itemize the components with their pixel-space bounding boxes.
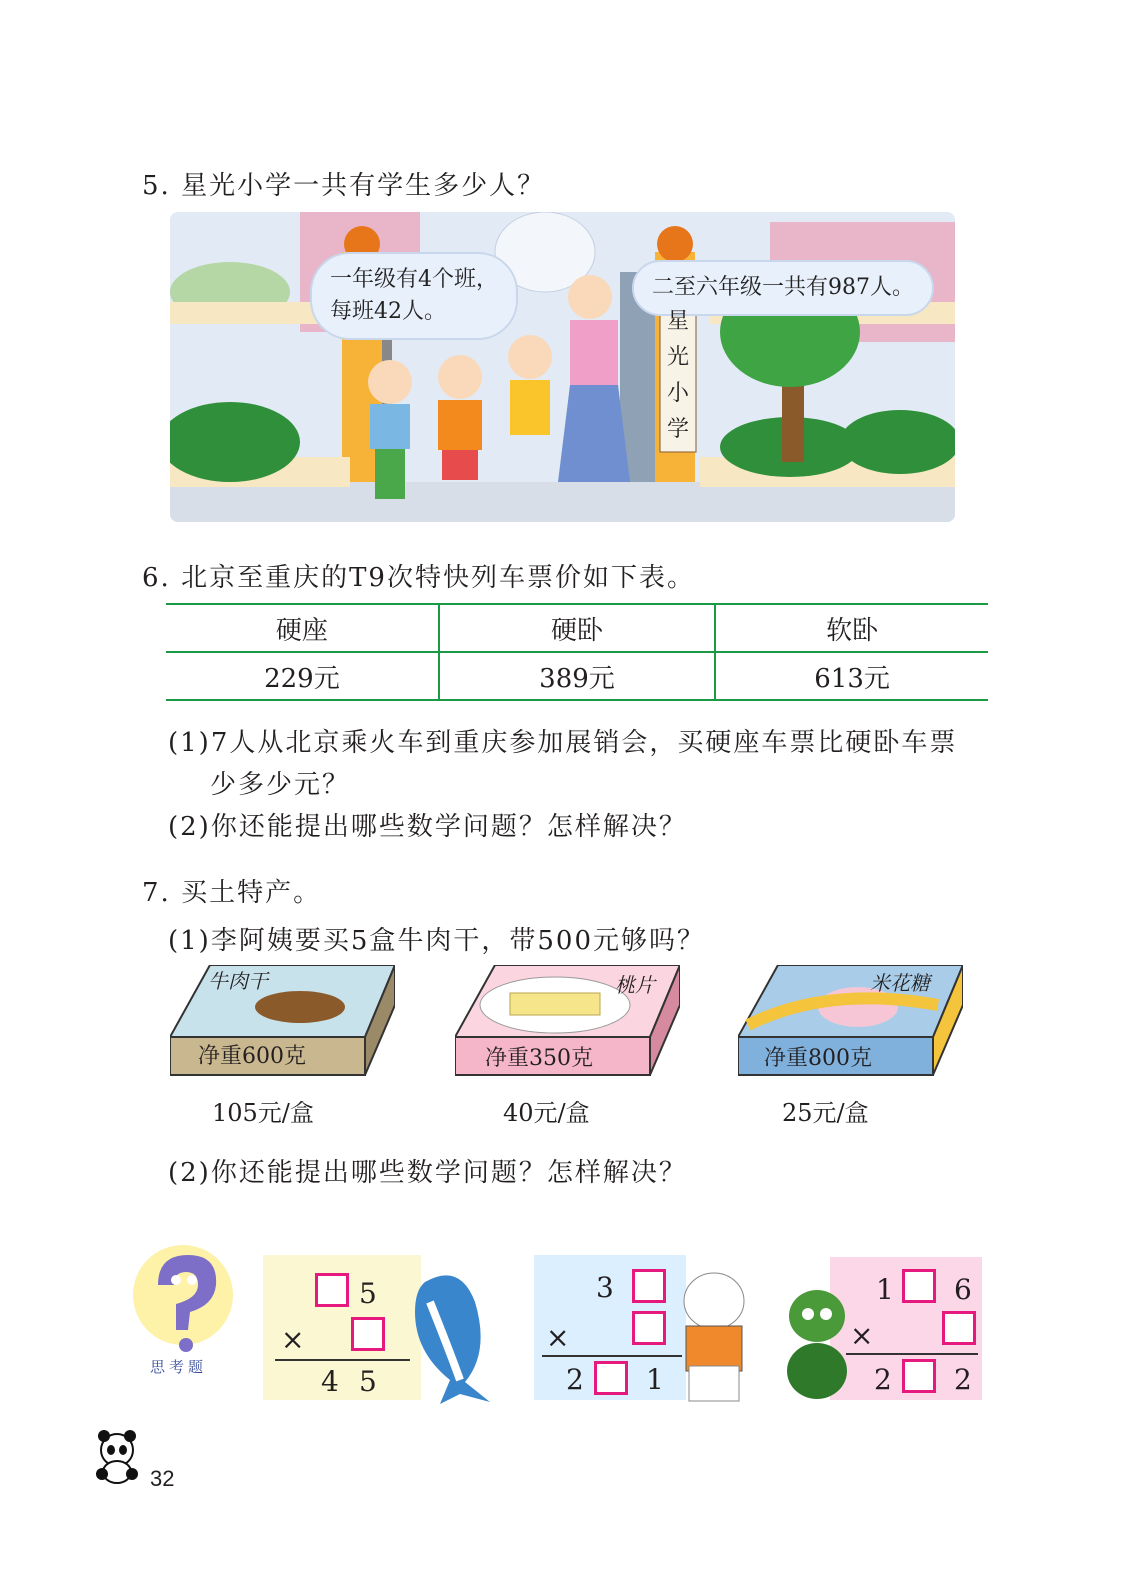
gate-sign-char: 学 — [666, 417, 689, 442]
think-label: 思考题 — [150, 1358, 208, 1376]
q5-heading: 5. 星光小学一共有学生多少人？ — [142, 171, 546, 201]
product-box-peach-slices — [455, 965, 680, 1080]
puzzle-digit: 1 — [646, 1363, 664, 1396]
product-weight: 净重800克 — [764, 1046, 872, 1071]
q7-sub2: (2)你还能提出哪些数学问题？怎样解决？ — [168, 1158, 687, 1188]
polar-bear-icon — [664, 1266, 764, 1406]
bubble-left-line1: 一年级有4个班， — [330, 267, 498, 292]
page-number: 32 — [150, 1466, 175, 1491]
puzzle-digit: 2 — [954, 1363, 972, 1396]
turtle-icon — [782, 1286, 852, 1406]
blank-box[interactable] — [632, 1269, 666, 1303]
product-price: 40元/盒 — [503, 1099, 590, 1127]
panda-icon — [92, 1430, 142, 1485]
speech-bubble-left — [310, 252, 518, 340]
puzzle-digit: 1 — [876, 1273, 894, 1306]
puzzle-3 — [830, 1257, 982, 1400]
product-price: 25元/盒 — [782, 1099, 869, 1127]
bubble-left-line2: 每班42人。 — [330, 299, 446, 324]
whale-icon — [405, 1262, 505, 1407]
puzzle-digit: 3 — [596, 1271, 614, 1304]
puzzle-digit: 2 — [566, 1363, 584, 1396]
q7-sub1: (1)李阿姨要买5盒牛肉干，带500元够吗？ — [168, 926, 705, 956]
q6-sub1-line2: 少多少元？ — [210, 770, 351, 800]
fare-table — [166, 603, 988, 701]
product-name: 牛肉干 — [208, 969, 268, 993]
blank-box[interactable] — [902, 1269, 936, 1303]
q6-sub1-line1: (1)7人从北京乘火车到重庆参加展销会，买硬座车票比硬卧车票 — [168, 728, 958, 758]
divider — [542, 1355, 682, 1357]
school-gate-illustration — [170, 212, 955, 522]
divider — [846, 1353, 978, 1355]
blank-box[interactable] — [942, 1311, 976, 1345]
gate-sign-char: 小 — [666, 381, 689, 406]
product-name: 米花糖 — [870, 971, 930, 995]
q7-heading: 7. 买土特产。 — [142, 878, 322, 908]
multiply-sign: × — [281, 1323, 305, 1356]
table-cell: 613元 — [715, 652, 988, 700]
product-weight: 净重350克 — [485, 1046, 593, 1071]
q6-heading: 6. 北京至重庆的T9次特快列车票价如下表。 — [142, 563, 695, 593]
speech-bubble-right: 二至六年级一共有987人。 — [632, 260, 934, 316]
blank-box[interactable] — [632, 1311, 666, 1345]
gate-sign-char: 光 — [666, 345, 689, 370]
blank-box[interactable] — [902, 1359, 936, 1393]
product-weight: 净重600克 — [198, 1044, 306, 1069]
product-price: 105元/盒 — [212, 1099, 314, 1127]
gate-sign — [660, 304, 696, 448]
think-mascot — [128, 1240, 238, 1380]
puzzle-digit: 5 — [359, 1277, 377, 1310]
blank-box[interactable] — [594, 1361, 628, 1395]
puzzle-digit: 2 — [874, 1363, 892, 1396]
puzzle-digit: 5 — [359, 1365, 377, 1398]
table-header-row — [166, 604, 988, 652]
blank-box[interactable] — [315, 1273, 349, 1307]
table-header-cell: 硬座 — [166, 604, 439, 652]
multiply-sign: × — [546, 1321, 570, 1354]
table-header-cell: 软卧 — [715, 604, 988, 652]
divider — [275, 1359, 410, 1361]
puzzle-1 — [263, 1255, 421, 1400]
blank-box[interactable] — [351, 1317, 385, 1351]
gate-sign-char: 星 — [666, 309, 689, 334]
multiply-sign: × — [850, 1319, 874, 1352]
product-name: 桃片 — [615, 973, 655, 997]
table-row — [166, 652, 988, 700]
table-header-cell: 硬卧 — [439, 604, 715, 652]
product-box-rice-candy — [738, 965, 963, 1080]
product-box-beef — [170, 965, 395, 1080]
q6-sub2: (2)你还能提出哪些数学问题？怎样解决？ — [168, 812, 687, 842]
puzzle-digit: 4 — [321, 1365, 339, 1398]
puzzle-digit: 6 — [954, 1273, 972, 1306]
table-cell: 229元 — [166, 652, 439, 700]
table-cell: 389元 — [439, 652, 715, 700]
